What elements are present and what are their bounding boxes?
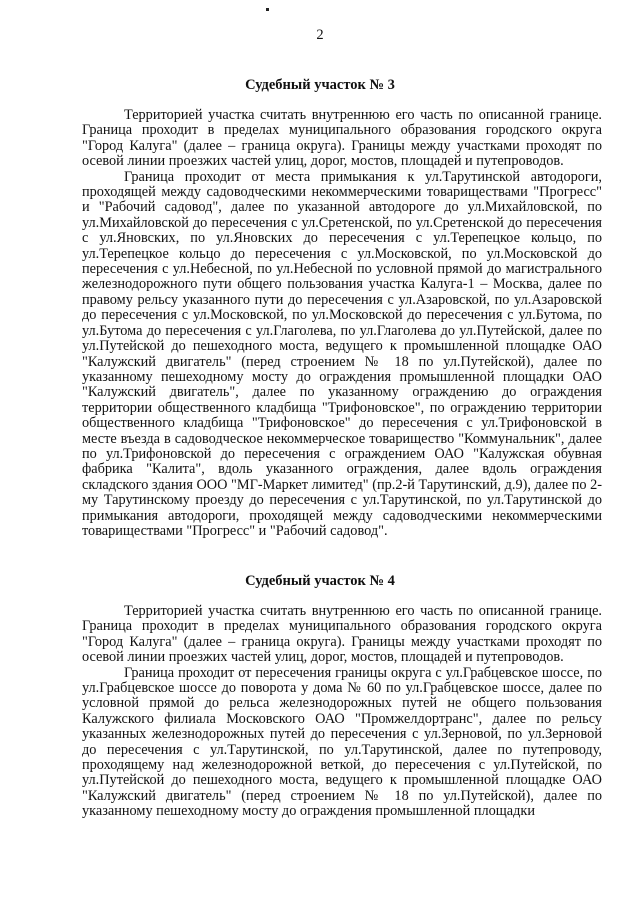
section-3-paragraph-1: Территорией участка считать внутреннюю его часть по описанной границе. Граница проходит в пределах муниципального образования городского округа "Город Калуга" (далее – граница округа). Границы между участками проходят по осевой линии проезжих частей улиц, дорог, мостов, площадей и путепроводов. [82, 107, 602, 170]
section-4-body [82, 604, 602, 820]
section-4-title: Судебный участок № 4 [245, 573, 395, 589]
scan-speck [266, 8, 269, 11]
page-number: 2 [316, 27, 324, 43]
section-3-title: Судебный участок № 3 [245, 77, 395, 93]
section-3-paragraph-2: Граница проходит от места примыкания к ул.Тарутинской автодороги, проходящей между садоводческими некоммерческими товариществами "Прогресс" и "Рабочий садовод", далее по указанной автодороге до ул.Михайловской, по ул.Михайловской до пересечения с ул.Сретенской, по ул.Сретенской до пересечения с ул.Яновских, по ул.Яновских до пересечения с ул.Терепецкое кольцо, по ул.Терепецкое кольцо до пересечения с ул.Московской, по ул.Московской до пересечения с ул.Небесной, по ул.Небесной по условной прямой до магистрального железнодорожного пути общего пользования участка Калуга-1 – Москва, далее по правому рельсу указанного пути до пересечения с ул.Азаровской, по ул.Азаровской до пересечения с ул.Московской, по ул.Московской до пересечения с ул.Бутома, по ул.Бутома до пересечения с ул.Глаголева, по ул.Глаголева до ул.Путейской, далее по ул.Путейской до пешеходного моста, ведущего к промышленной площадке ОАО "Калужский двигатель" (перед строением № 18 по ул.Путейской), далее по указанному пешеходному мосту до ограждения промышленной площадки ОАО "Калужский двигатель", далее по указанному ограждению до ограждения территории общественного кладбища "Трифоновское", по ограждению территории общественного кладбища "Трифоновское" до пересечения с ул.Трифоновской в месте въезда в садоводческое некоммерческое товарищество "Коммунальник", далее по ул.Трифоновской до пересечения с ограждением ОАО "Калужская обувная фабрика "Калита", вдоль указанного ограждения, далее вдоль ограждения складского здания ООО "МГ-Маркет лимитед" (пр.2-й Тарутинский, д.9), далее по 2-му Тарутинскому проезду до пересечения с ул.Тарутинской, по ул.Тарутинской до примыкания автодороги, проходящей между садоводческими некоммерческими товариществами "Прогресс" и "Рабочий садовод". [82, 168, 602, 539]
section-3-body [82, 108, 602, 539]
section-4-paragraph-1: Территорией участка считать внутреннюю его часть по описанной границе. Граница проходит в пределах муниципального образования городского округа "Город Калуга" (далее – граница округа). Границы между участками проходят по осевой линии проезжих частей улиц, дорог, мостов, площадей и путепроводов. [82, 603, 602, 666]
section-4-paragraph-2: Граница проходит от пересечения границы округа с ул.Грабцевское шоссе, по ул.Грабцевское шоссе до поворота у дома № 60 по ул.Грабцевское шоссе, далее по условной прямой до рельса железнодорожных путей не общего пользования Калужского филиала Московского ОАО "Промжелдортранс", далее по рельсу указанных железнодорожных путей до пересечения с ул.Зерновой, по ул.Зерновой до пересечения с ул.Тарутинской, по ул.Тарутинской, далее по путепроводу, проходящему над железнодорожной веткой, до пересечения с ул.Путейской, по ул.Путейской до пешеходного моста, ведущего к промышленной площадке ОАО "Калужский двигатель" (перед строением № 18 по ул.Путейской), далее по указанному пешеходному мосту до ограждения промышленной площадки [82, 664, 602, 820]
